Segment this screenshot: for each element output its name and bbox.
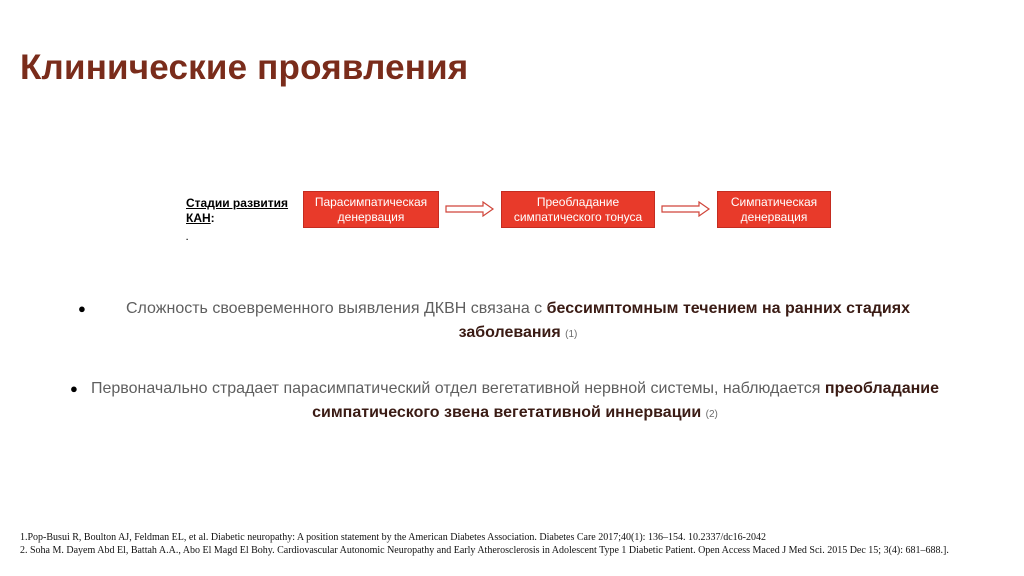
bullet-ref: (2) [705, 409, 718, 420]
stage-box-sympathetic-predominance [501, 191, 655, 228]
stage-box-line1: Симпатическая [730, 194, 818, 209]
stages-label [186, 196, 306, 242]
stage-box-line2: симпатического тонуса [513, 209, 643, 224]
bullet-dot-icon: ● [70, 381, 78, 396]
arrow-right-icon [445, 201, 495, 217]
reference-item: 2. Soha M. Dayem Abd El, Battah A.A., Abo El Magd El Bohy. Cardiovascular Autonomic Neuropathy and Early Atherosclerosis in Adolescent Type 1 Diabetic Patient. Open Access Maced J Med Sci. 2015 Dec 15; 3(4): 681–688.]. [20, 544, 949, 556]
page-title: Клинические проявления [20, 48, 469, 87]
stage-box-line1: Преобладание [536, 194, 620, 209]
bullet-text: Сложность своевременного выявления ДКВН связана с [125, 300, 547, 317]
stage-box-line1: Парасимпатическая [314, 194, 428, 209]
reference-item: 1.Pop-Busui R, Boulton AJ, Feldman EL, et al. Diabetic neuropathy: A position statement by the American Diabetes Association. Diabetes Care 2017;40(1): 136–154. 10.2337/dc16-2042 [20, 532, 767, 543]
bullet-bold-text: бессимптомным течением на ранних стадиях заболевания [458, 300, 910, 341]
bullet-item [78, 297, 958, 347]
stage-box-parasympathetic [303, 191, 439, 228]
bullet-ref: (1) [565, 329, 578, 340]
bullet-dot-icon: ● [78, 301, 86, 316]
stage-box-line2: денервация [337, 209, 405, 224]
bullet-item [70, 377, 960, 427]
bullet-bold-text: преобладание симпатического звена вегетативной иннервации [312, 380, 940, 421]
stages-label-colon: : [210, 211, 215, 225]
references [20, 532, 1005, 557]
stages-label-dot: . [186, 233, 189, 242]
stage-box-sympathetic-denervation [717, 191, 831, 228]
bullet-text: Первоначально страдает парасимпатический отдел вегетативной нервной системы, наблюдается [90, 380, 825, 397]
arrow-right-icon [661, 201, 711, 217]
stage-box-line2: денервация [740, 209, 808, 224]
stages-label-line2: КАН [186, 211, 211, 225]
stages-label-line1: Стадии развития [186, 196, 289, 210]
